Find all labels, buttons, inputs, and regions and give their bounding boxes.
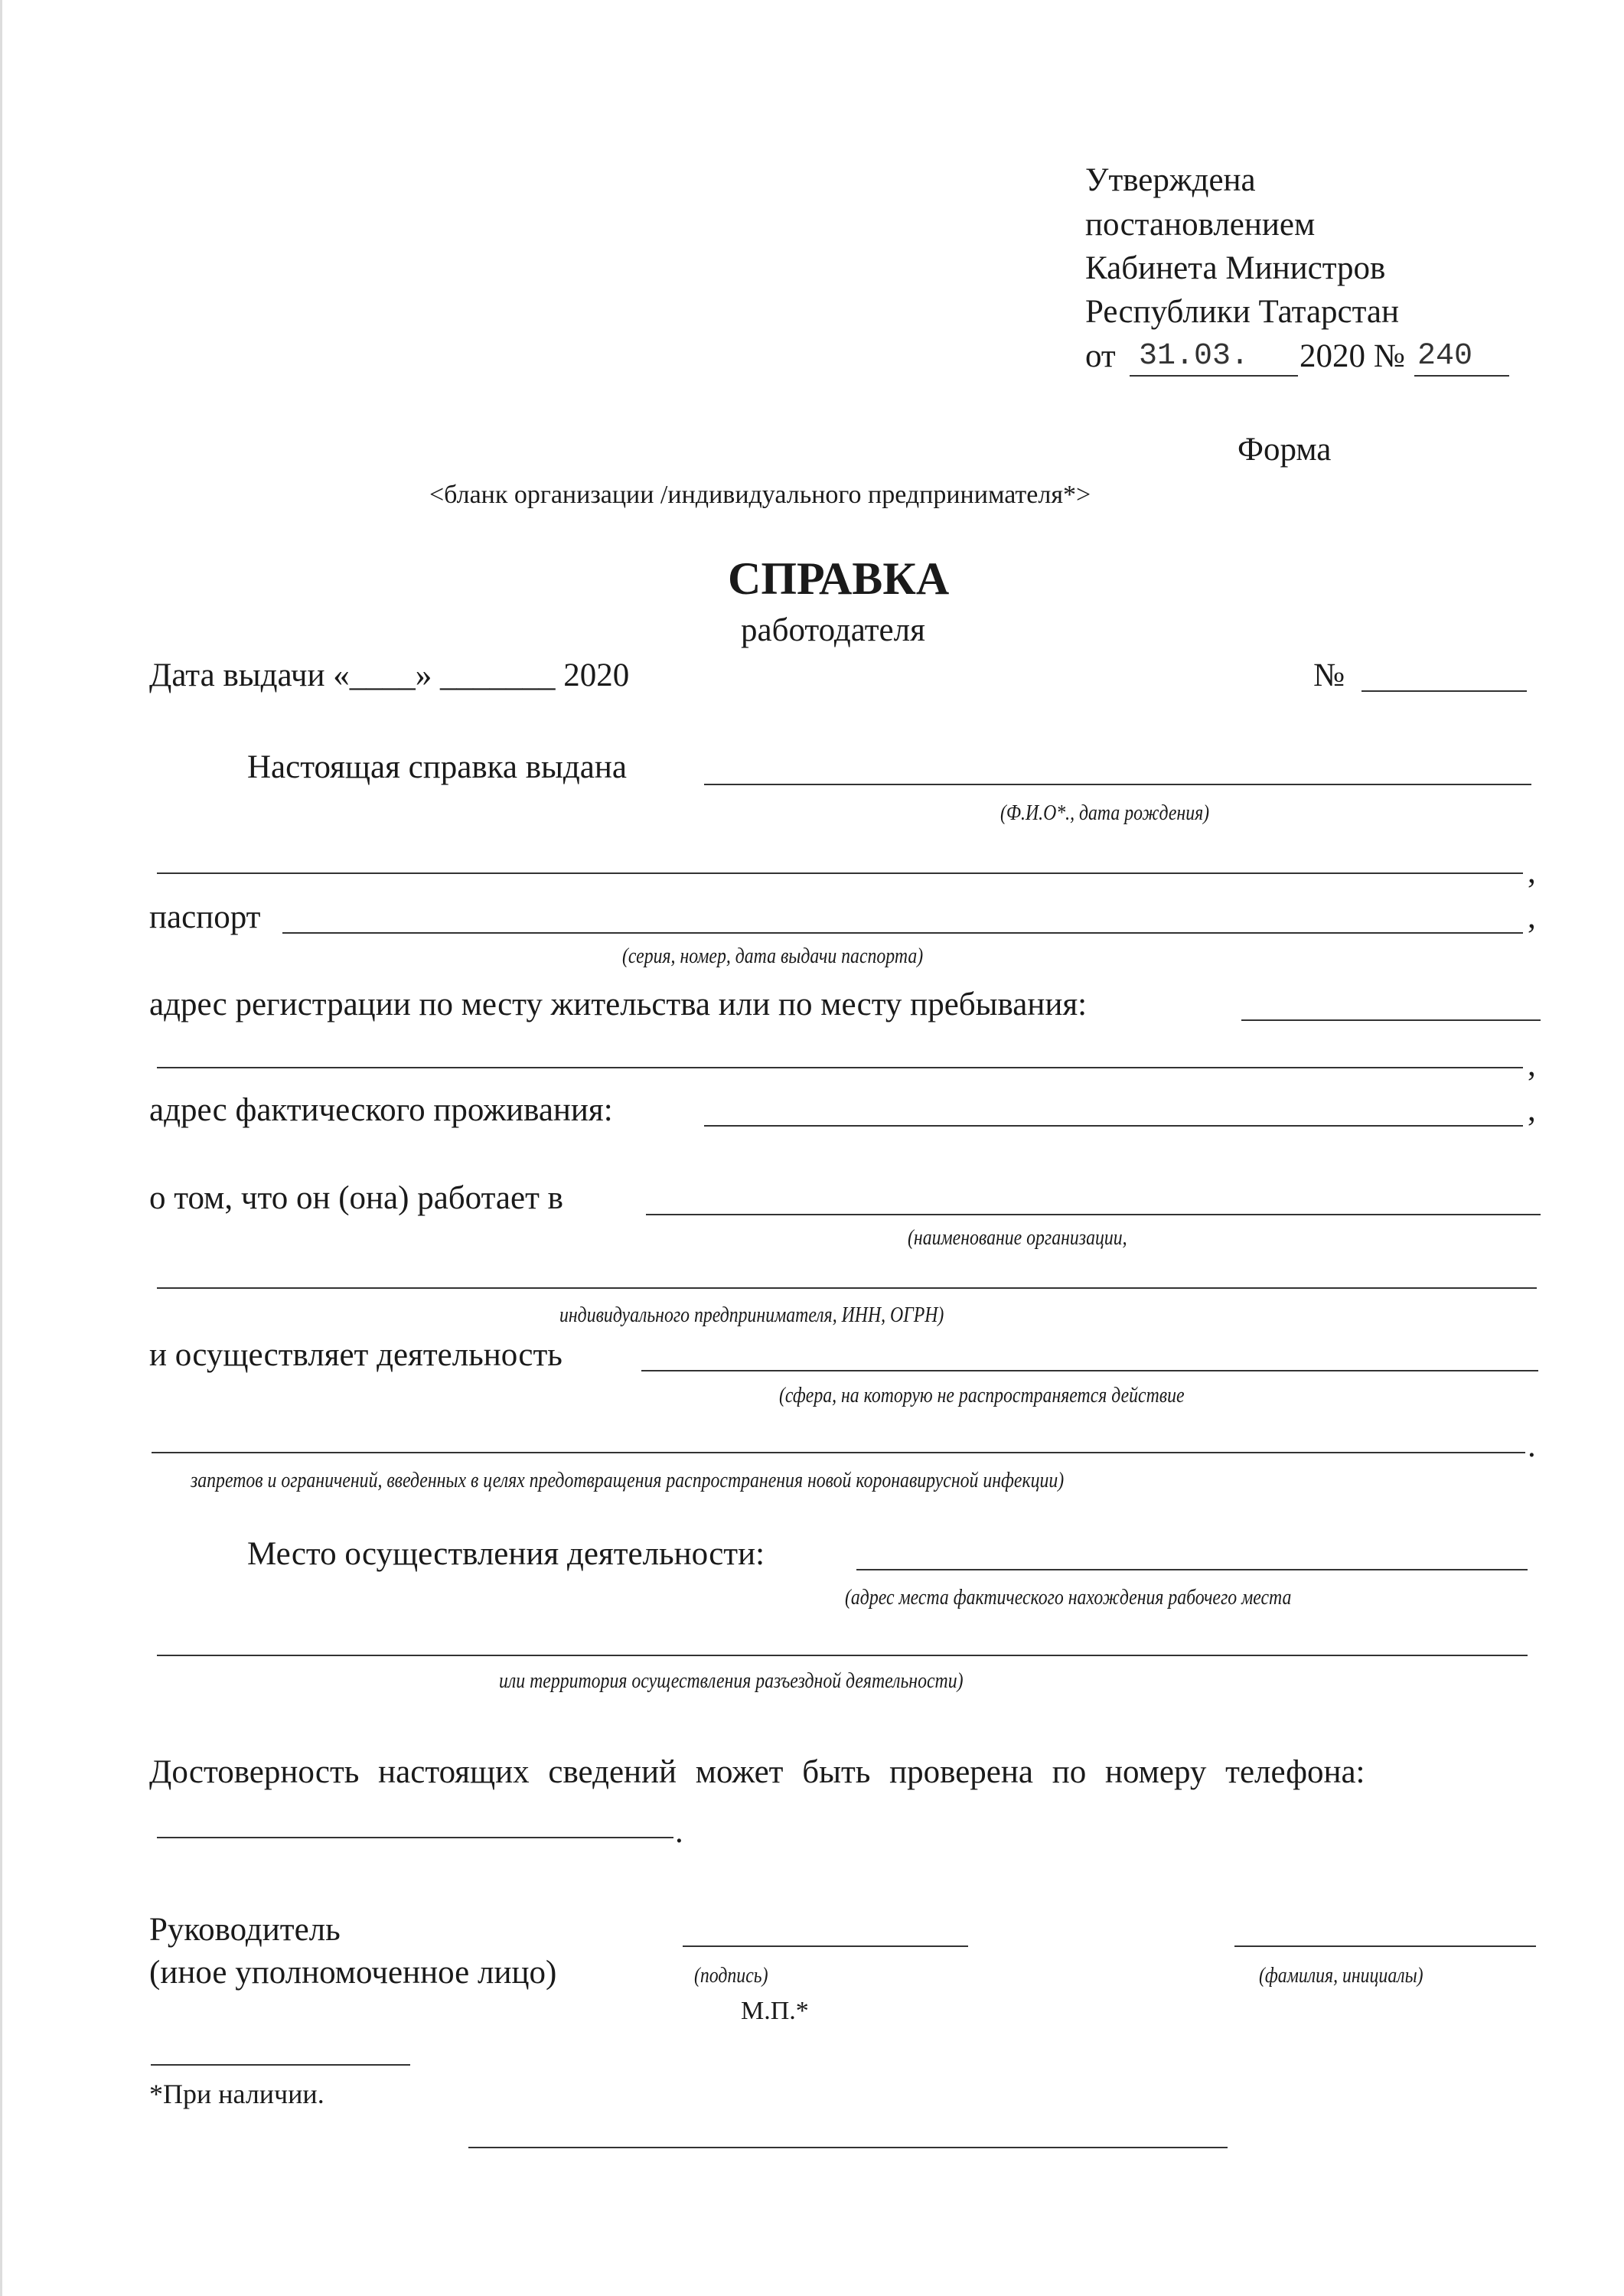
phone-line[interactable] bbox=[157, 1837, 673, 1838]
comma: , bbox=[1528, 854, 1536, 890]
approval-line-4: Республики Татарстан bbox=[1085, 294, 1400, 330]
issue-date: Дата выдачи «____» _______ 2020 bbox=[149, 657, 630, 693]
actual-address-label: адрес фактического проживания: bbox=[149, 1092, 613, 1128]
issue-number-line[interactable] bbox=[1361, 690, 1527, 692]
place-hint-2: или территория осуществления разъездной деятельности) bbox=[499, 1668, 964, 1693]
place-line[interactable] bbox=[856, 1569, 1528, 1570]
works-at-hint-2: индивидуального предпринимателя, ИНН, ОГРН) bbox=[559, 1303, 944, 1327]
signer-role: Руководитель bbox=[149, 1912, 341, 1948]
issue-number-label: № bbox=[1313, 657, 1345, 693]
passport-line[interactable] bbox=[282, 932, 1523, 934]
approval-line-1: Утверждена bbox=[1085, 162, 1256, 198]
bottom-line bbox=[468, 2147, 1228, 2148]
activity-hint-2: запретов и ограничений, введенных в целях предотвращения распространения новой коронавирусной инфекции) bbox=[191, 1468, 1065, 1492]
document-subtitle: работодателя bbox=[741, 612, 925, 648]
signature-hint: (подпись) bbox=[694, 1963, 768, 1988]
works-at-hint-1: (наименование организации, bbox=[908, 1225, 1127, 1250]
name-line[interactable] bbox=[1234, 1945, 1536, 1947]
issued-to-line[interactable] bbox=[704, 784, 1531, 785]
activity-line-2[interactable] bbox=[152, 1452, 1525, 1453]
approval-number: 240 bbox=[1417, 339, 1473, 373]
period: . bbox=[675, 1814, 683, 1850]
place-line-2[interactable] bbox=[157, 1655, 1528, 1656]
approval-year: 2020 № bbox=[1300, 338, 1405, 374]
approval-line-2: постановлением bbox=[1085, 207, 1316, 243]
works-at-line[interactable] bbox=[646, 1214, 1541, 1215]
reg-address-line-2[interactable] bbox=[157, 1067, 1523, 1068]
name-hint: (фамилия, инициалы) bbox=[1259, 1963, 1423, 1988]
works-at-label: о том, что он (она) работает в bbox=[149, 1180, 563, 1216]
reg-address-line[interactable] bbox=[1241, 1019, 1541, 1021]
passport-label: паспорт bbox=[149, 899, 261, 935]
issued-to-line-2[interactable] bbox=[157, 872, 1523, 874]
approval-date-line bbox=[1130, 375, 1298, 377]
reg-address-label: адрес регистрации по месту жительства или по месту пребывания: bbox=[149, 987, 1088, 1022]
footnote-separator bbox=[151, 2064, 410, 2066]
verify-label: Достоверность настоящих сведений может быть проверена по номеру телефона: bbox=[149, 1754, 1365, 1790]
passport-hint: (серия, номер, дата выдачи паспорта) bbox=[622, 944, 924, 968]
works-at-line-2[interactable] bbox=[157, 1287, 1537, 1289]
approval-date-prefix: от bbox=[1085, 338, 1116, 374]
activity-line[interactable] bbox=[641, 1370, 1538, 1371]
stamp-place: М.П.* bbox=[741, 1997, 809, 2025]
comma: , bbox=[1528, 1047, 1536, 1083]
place-label: Место осуществления деятельности: bbox=[247, 1536, 765, 1572]
scan-edge bbox=[0, 0, 2, 2296]
activity-label: и осуществляет деятельность bbox=[149, 1337, 563, 1373]
approval-number-line bbox=[1414, 375, 1509, 377]
comma: , bbox=[1528, 899, 1536, 935]
form-label: Форма bbox=[1238, 432, 1332, 468]
document-title: СПРАВКА bbox=[728, 553, 950, 604]
activity-hint-1: (сфера, на которую не распространяется действие bbox=[779, 1383, 1185, 1407]
issued-to-hint: (Ф.И.О*., дата рождения) bbox=[1000, 801, 1210, 825]
footnote: *При наличии. bbox=[149, 2079, 324, 2109]
signature-line[interactable] bbox=[683, 1945, 968, 1947]
letterhead-placeholder: <бланк организации /индивидуального предпринимателя*> bbox=[429, 481, 1091, 509]
period: . bbox=[1528, 1428, 1536, 1464]
comma: , bbox=[1528, 1092, 1536, 1128]
signer-role-alt: (иное уполномоченное лицо) bbox=[149, 1955, 557, 1991]
issued-to-label: Настоящая справка выдана bbox=[247, 749, 627, 785]
approval-line-3: Кабинета Министров bbox=[1085, 250, 1386, 286]
actual-address-line[interactable] bbox=[704, 1125, 1523, 1127]
approval-date-value: 31.03. bbox=[1139, 339, 1250, 373]
place-hint-1: (адрес места фактического нахождения рабочего места bbox=[845, 1585, 1292, 1609]
